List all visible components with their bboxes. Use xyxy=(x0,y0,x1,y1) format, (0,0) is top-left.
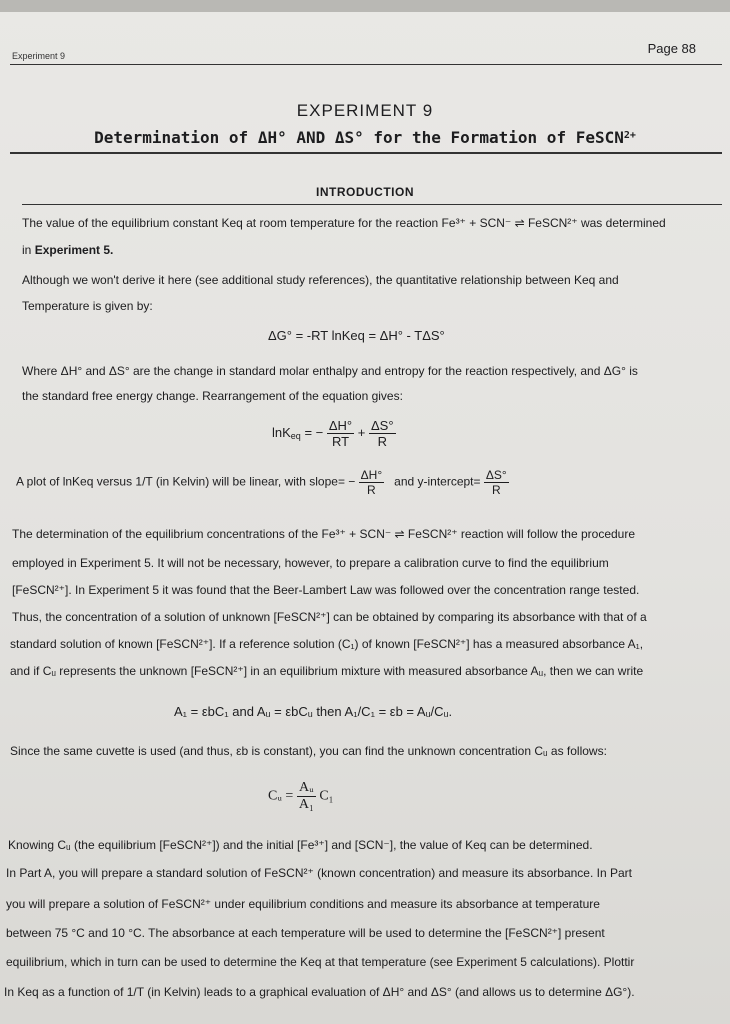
intro-line-2: in Experiment 5. xyxy=(22,243,114,257)
body-line-9: In Part A, you will prepare a standard solution of FeSCN²⁺ (known concentration) and measure its absorbance. In Part xyxy=(6,866,632,880)
experiment-number: EXPERIMENT 9 xyxy=(296,101,434,120)
equation-unknown-conc: Cᵤ = $\frac{\text{Aᵤ}}{\text{A₁}}$ C₁ xyxy=(268,780,334,812)
intro-line-4: Temperature is given by: xyxy=(22,299,153,313)
body-line-11: between 75 °C and 10 °C. The absorbance at each temperature will be used to determine the [FeSCN²⁺] present xyxy=(6,926,605,940)
section-rule xyxy=(22,204,722,205)
body-line-3: [FeSCN²⁺]. In Experiment 5 it was found that the Beer-Lambert Law was followed over the concentration range tested. xyxy=(12,583,640,597)
body-line-12: equilibrium, which in turn can be used to determine the Keq at that temperature (see Experiment 5 calculations). Plottir xyxy=(6,955,635,969)
body-line-10: you will prepare a solution of FeSCN²⁺ under equilibrium conditions and measure its absorbance at temperature xyxy=(6,897,600,911)
fraction-ds-r: $\frac{\Delta S^\circ}{R}$ xyxy=(370,418,394,449)
page-title: Determination of ΔH° AND ΔS° for the Formation of FeSCN$^{2+}$ xyxy=(94,128,636,147)
body-line-1: The determination of the equilibrium concentrations of the Fe³⁺ + SCN⁻ ⇌ FeSCN²⁺ reaction will follow the procedure xyxy=(12,527,636,541)
body-line-5: standard solution of known [FeSCN²⁺]. If a reference solution (C₁) of known [FeSCN²⁺] has a measured absorbance A₁, xyxy=(10,637,644,651)
equation-beer-lambert: A₁ = εbC₁ and Aᵤ = εbCᵤ then A₁/C₁ = εb = Aᵤ/Cᵤ. xyxy=(174,704,453,719)
body-line-7: Since the same cuvette is used (and thus, εb is constant), you can find the unknown concentration Cᵤ as follows: xyxy=(10,744,607,758)
intercept-fraction: $\frac{\Delta S^\circ}{R}$ xyxy=(485,468,507,497)
page-number: Page 88 xyxy=(647,41,696,56)
intro-line-5: Where ΔH° and ΔS° are the change in standard molar enthalpy and entropy for the reaction respectively, and ΔG° is xyxy=(22,364,638,378)
equation-gibbs: ΔG° = -RT lnKeq = ΔH° - TΔS° xyxy=(268,328,445,343)
absorbance-ratio: $\frac{\text{Aᵤ}}{\text{A₁}}$ xyxy=(298,780,314,812)
fraction-dh-rt: $\frac{\Delta H^\circ}{RT}$ xyxy=(328,418,353,449)
body-line-2: employed in Experiment 5. It will not be necessary, however, to prepare a calibration curve to find the equilibrium xyxy=(12,556,609,570)
body-line-6: and if Cᵤ represents the unknown [FeSCN²⁺] in an equilibrium mixture with measured absorbance Aᵤ, then we can write xyxy=(10,664,644,678)
body-line-8: Knowing Cᵤ (the equilibrium [FeSCN²⁺]) and the initial [Fe³⁺] and [SCN⁻], the value of Keq can be determined. xyxy=(8,838,593,852)
intro-line-3: Although we won't derive it here (see additional study references), the quantitative relationship between Keq and xyxy=(22,273,619,287)
slope-fraction: $\frac{\Delta H^\circ}{R}$ xyxy=(360,468,383,497)
section-heading: INTRODUCTION xyxy=(316,185,414,199)
title-rule xyxy=(10,152,722,154)
header-rule xyxy=(10,64,722,65)
intro-line-6: the standard free energy change. Rearrangement of the equation gives: xyxy=(22,389,403,403)
body-line-13: In Keq as a function of 1/T (in Kelvin) leads to a graphical evaluation of ΔH° and ΔS° (and allows us to determine ΔG°). xyxy=(4,985,635,999)
running-header: Experiment 9 xyxy=(12,51,66,61)
equation-vant-hoff: lnK$_{eq}$ = − $\frac{\Delta H^\circ}{RT}$ + $\frac{\Delta S^\circ}{R}$ xyxy=(272,418,394,449)
intro-line-1: The value of the equilibrium constant Keq at room temperature for the reaction Fe³⁺ + SCN⁻ ⇌ FeSCN²⁺ was determined xyxy=(22,216,666,230)
body-line-4: Thus, the concentration of a solution of unknown [FeSCN²⁺] can be obtained by comparing its absorbance with that of a xyxy=(12,610,647,624)
plot-statement: A plot of lnKeq versus 1/T (in Kelvin) will be linear, with slope= − $\frac{\Delta H^\circ}{R}$ and y-intercept= $\frac{\Delta S^\circ}{R}$ xyxy=(16,468,507,497)
page-top-edge xyxy=(0,0,730,12)
